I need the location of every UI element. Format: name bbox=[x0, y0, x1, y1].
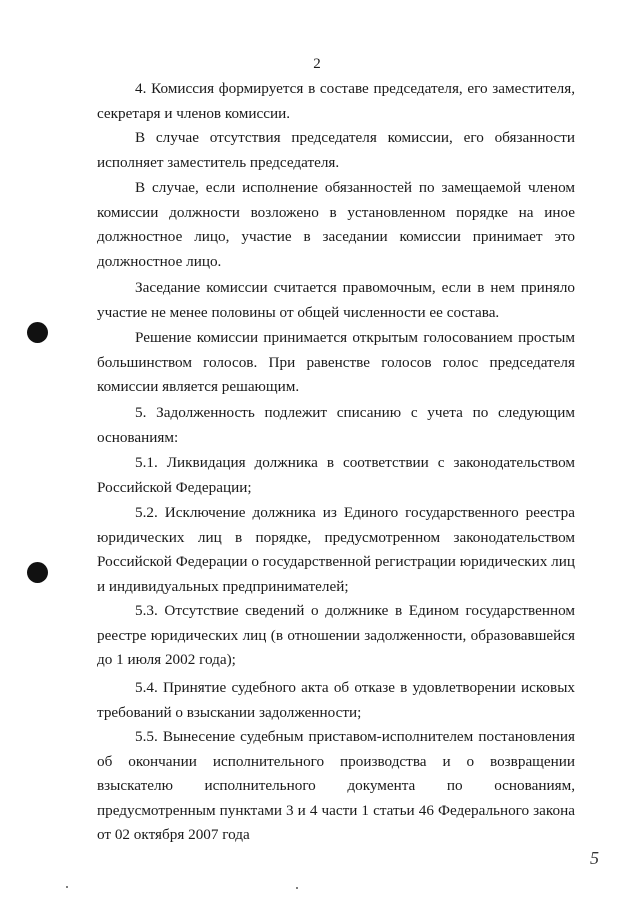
scan-speck bbox=[296, 887, 298, 889]
paragraph-substitution: В случае, если исполнение обязанностей по замещаемой членом комиссии должности возложено в установленном порядке на иное должностное лицо, участие в заседании комиссии принимает это должностное лицо. bbox=[97, 179, 575, 270]
paragraph-5-2: 5.2. Исключение должника из Единого государственного реестра юридических лиц в порядке, предусмотренном законодательством Российской Федерации о государственной регистрации юридических лиц и индивидуальных предпринимателей; bbox=[97, 504, 575, 595]
paragraph-5: 5. Задолженность подлежит списанию с учета по следующим основаниям: bbox=[97, 404, 575, 446]
paragraph-quorum: Заседание комиссии считается правомочным, если в нем приняло участие не менее половины от общей численности ее состава. bbox=[97, 279, 575, 321]
paragraph-4: 4. Комиссия формируется в составе председателя, его заместителя, секретаря и членов комиссии. bbox=[97, 80, 575, 122]
paragraph-5-3: 5.3. Отсутствие сведений о должнике в Едином государственном реестре юридических лиц (в отношении задолженности, образовавшейся до 1 июля 2002 года); bbox=[97, 602, 575, 669]
punch-hole-top bbox=[27, 322, 48, 343]
paragraph-decision: Решение комиссии принимается открытым голосованием простым большинством голосов. При равенстве голосов голос председателя комиссии является решающим. bbox=[97, 329, 575, 396]
scan-speck bbox=[66, 886, 68, 888]
page-number: 2 bbox=[313, 56, 321, 72]
handwritten-page-mark: 5 bbox=[590, 848, 599, 868]
paragraph-5-1: 5.1. Ликвидация должника в соответствии с законодательством Российской Федерации; bbox=[97, 454, 575, 496]
paragraph-chair-absence: В случае отсутствия председателя комиссии, его обязанности исполняет заместитель председателя. bbox=[97, 129, 575, 171]
punch-hole-bottom bbox=[27, 562, 48, 583]
paragraph-5-5: 5.5. Вынесение судебным приставом-исполнителем постановления об окончании исполнительного производства и о возвращении взыскателю исполнительного документа по основаниям, предусмотренным пунктами 3 и 4 части 1 статьи 46 Федерального закона от 02 октября 2007 года bbox=[97, 728, 575, 844]
paragraph-5-4: 5.4. Принятие судебного акта об отказе в удовлетворении исковых требований о взыскании задолженности; bbox=[97, 679, 575, 721]
